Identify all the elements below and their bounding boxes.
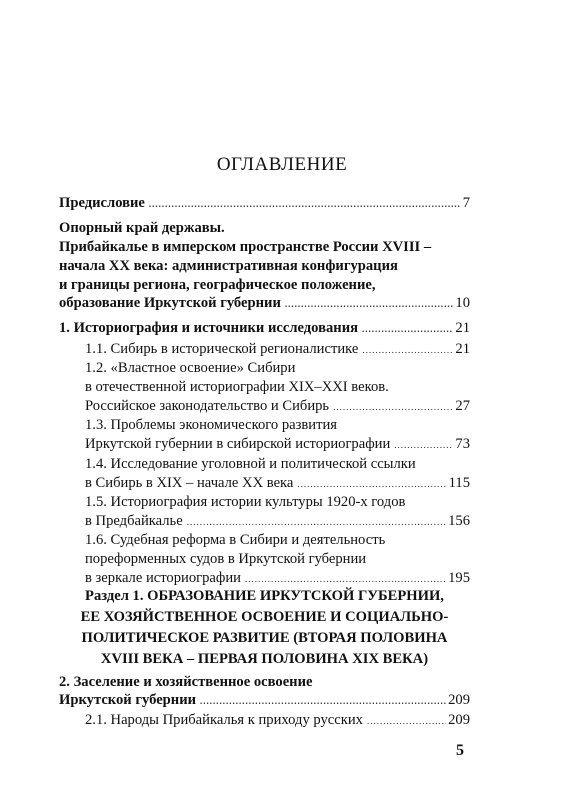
toc-page-number: 7	[462, 195, 470, 211]
toc-page-number: 27	[455, 398, 470, 414]
toc-entry-1-2[interactable]	[85, 396, 470, 417]
toc-entry-1-5[interactable]	[85, 511, 470, 532]
toc-entry-line: 1.4. Исследование уголовной и политической ссылки	[85, 456, 416, 472]
toc-entry-line: 2. Заселение и хозяйственное освоение	[59, 674, 313, 690]
toc-entry-title: образование Иркутской губернии	[59, 295, 281, 311]
toc-entry-title: Иркутской губернии в сибирской историографии	[85, 436, 391, 452]
toc-page-number: 209	[448, 692, 470, 708]
toc-page-number: 209	[448, 712, 470, 728]
toc-page-number: 10	[455, 295, 470, 311]
toc-page-number: 21	[455, 341, 470, 357]
toc-entry-line: Прибайкалье в имперском пространстве России XVIII –	[59, 239, 432, 255]
toc-page-number: 21	[455, 320, 470, 336]
leader-dots	[200, 691, 446, 711]
section-heading[interactable]	[59, 586, 470, 670]
toc-entry-chapter-2[interactable]	[59, 690, 470, 711]
leader-dots	[187, 512, 446, 532]
toc-entry-title: 1. Историография и источники исследования	[59, 320, 359, 336]
toc-entry-line: 1.6. Судебная реформа в Сибири и деятельность	[85, 532, 386, 548]
toc-entry-line: пореформенных судов в Иркутской губернии	[85, 551, 367, 567]
leader-dots	[362, 340, 453, 360]
section-heading-line: ПОЛИТИЧЕСКОЕ РАЗВИТИЕ (ВТОРАЯ ПОЛОВИНА	[81, 630, 448, 646]
leader-dots	[394, 435, 453, 455]
toc-entry-title: Предисловие	[59, 195, 145, 211]
toc-entry-preface[interactable]	[59, 193, 470, 214]
toc-page-number: 73	[455, 436, 470, 452]
leader-dots	[297, 474, 446, 494]
leader-dots	[149, 194, 461, 214]
toc-page-number: 156	[448, 513, 470, 529]
toc-entry-title: 2.1. Народы Прибайкалья к приходу русских	[85, 712, 363, 728]
page-number: 5	[456, 742, 464, 759]
toc-entry-line: 1.3. Проблемы экономического развития	[85, 417, 337, 433]
leader-dots	[333, 397, 453, 417]
toc-entry-2-1[interactable]	[85, 710, 470, 731]
toc-entry-title: Иркутской губернии	[59, 692, 197, 708]
toc-entry-title: в зеркале историографии	[85, 570, 241, 586]
toc-entry-line: и границы региона, географическое положение,	[59, 277, 376, 293]
toc-entry-1-1[interactable]	[85, 339, 470, 360]
toc-entry-title: в Предбайкалье	[85, 513, 183, 529]
toc-entry-title: в Сибирь в XIX – начале XX века	[85, 475, 294, 491]
leader-dots	[362, 319, 453, 339]
leader-dots	[285, 294, 454, 314]
toc-entry-opornyi-krai[interactable]	[59, 293, 470, 314]
toc-entry-line: 1.5. Историография истории культуры 1920-х годов	[85, 494, 406, 510]
section-heading-line: ЕЕ ХОЗЯЙСТВЕННОЕ ОСВОЕНИЕ И СОЦИАЛЬНО-	[80, 609, 449, 625]
toc-entry-title: 1.1. Сибирь в исторической регионалистике	[85, 341, 359, 357]
section-heading-line: XVIII ВЕКА – ПЕРВАЯ ПОЛОВИНА XIX ВЕКА)	[100, 651, 429, 667]
toc-entry-1-4[interactable]	[85, 473, 470, 494]
toc-page-number: 195	[448, 570, 470, 586]
page-title: ОГЛАВЛЕНИЕ	[216, 154, 348, 175]
toc-entry-chapter-1[interactable]	[59, 318, 470, 339]
toc-entry-1-3[interactable]	[85, 434, 470, 455]
toc-entry-line: начала XX века: административная конфигурация	[59, 258, 398, 274]
leader-dots	[367, 711, 446, 731]
toc-entry-line: в отечественной историографии XIX–XXI веков.	[85, 379, 389, 395]
toc-entry-line: Опорный край державы.	[59, 220, 225, 236]
toc-entry-title: Российское законодательство и Сибирь	[85, 398, 330, 414]
toc-page-number: 115	[448, 475, 470, 491]
toc-entry-line: 1.2. «Властное освоение» Сибири	[85, 360, 296, 376]
section-heading-line: Раздел 1. ОБРАЗОВАНИЕ ИРКУТСКОЙ ГУБЕРНИИ,	[85, 588, 444, 604]
